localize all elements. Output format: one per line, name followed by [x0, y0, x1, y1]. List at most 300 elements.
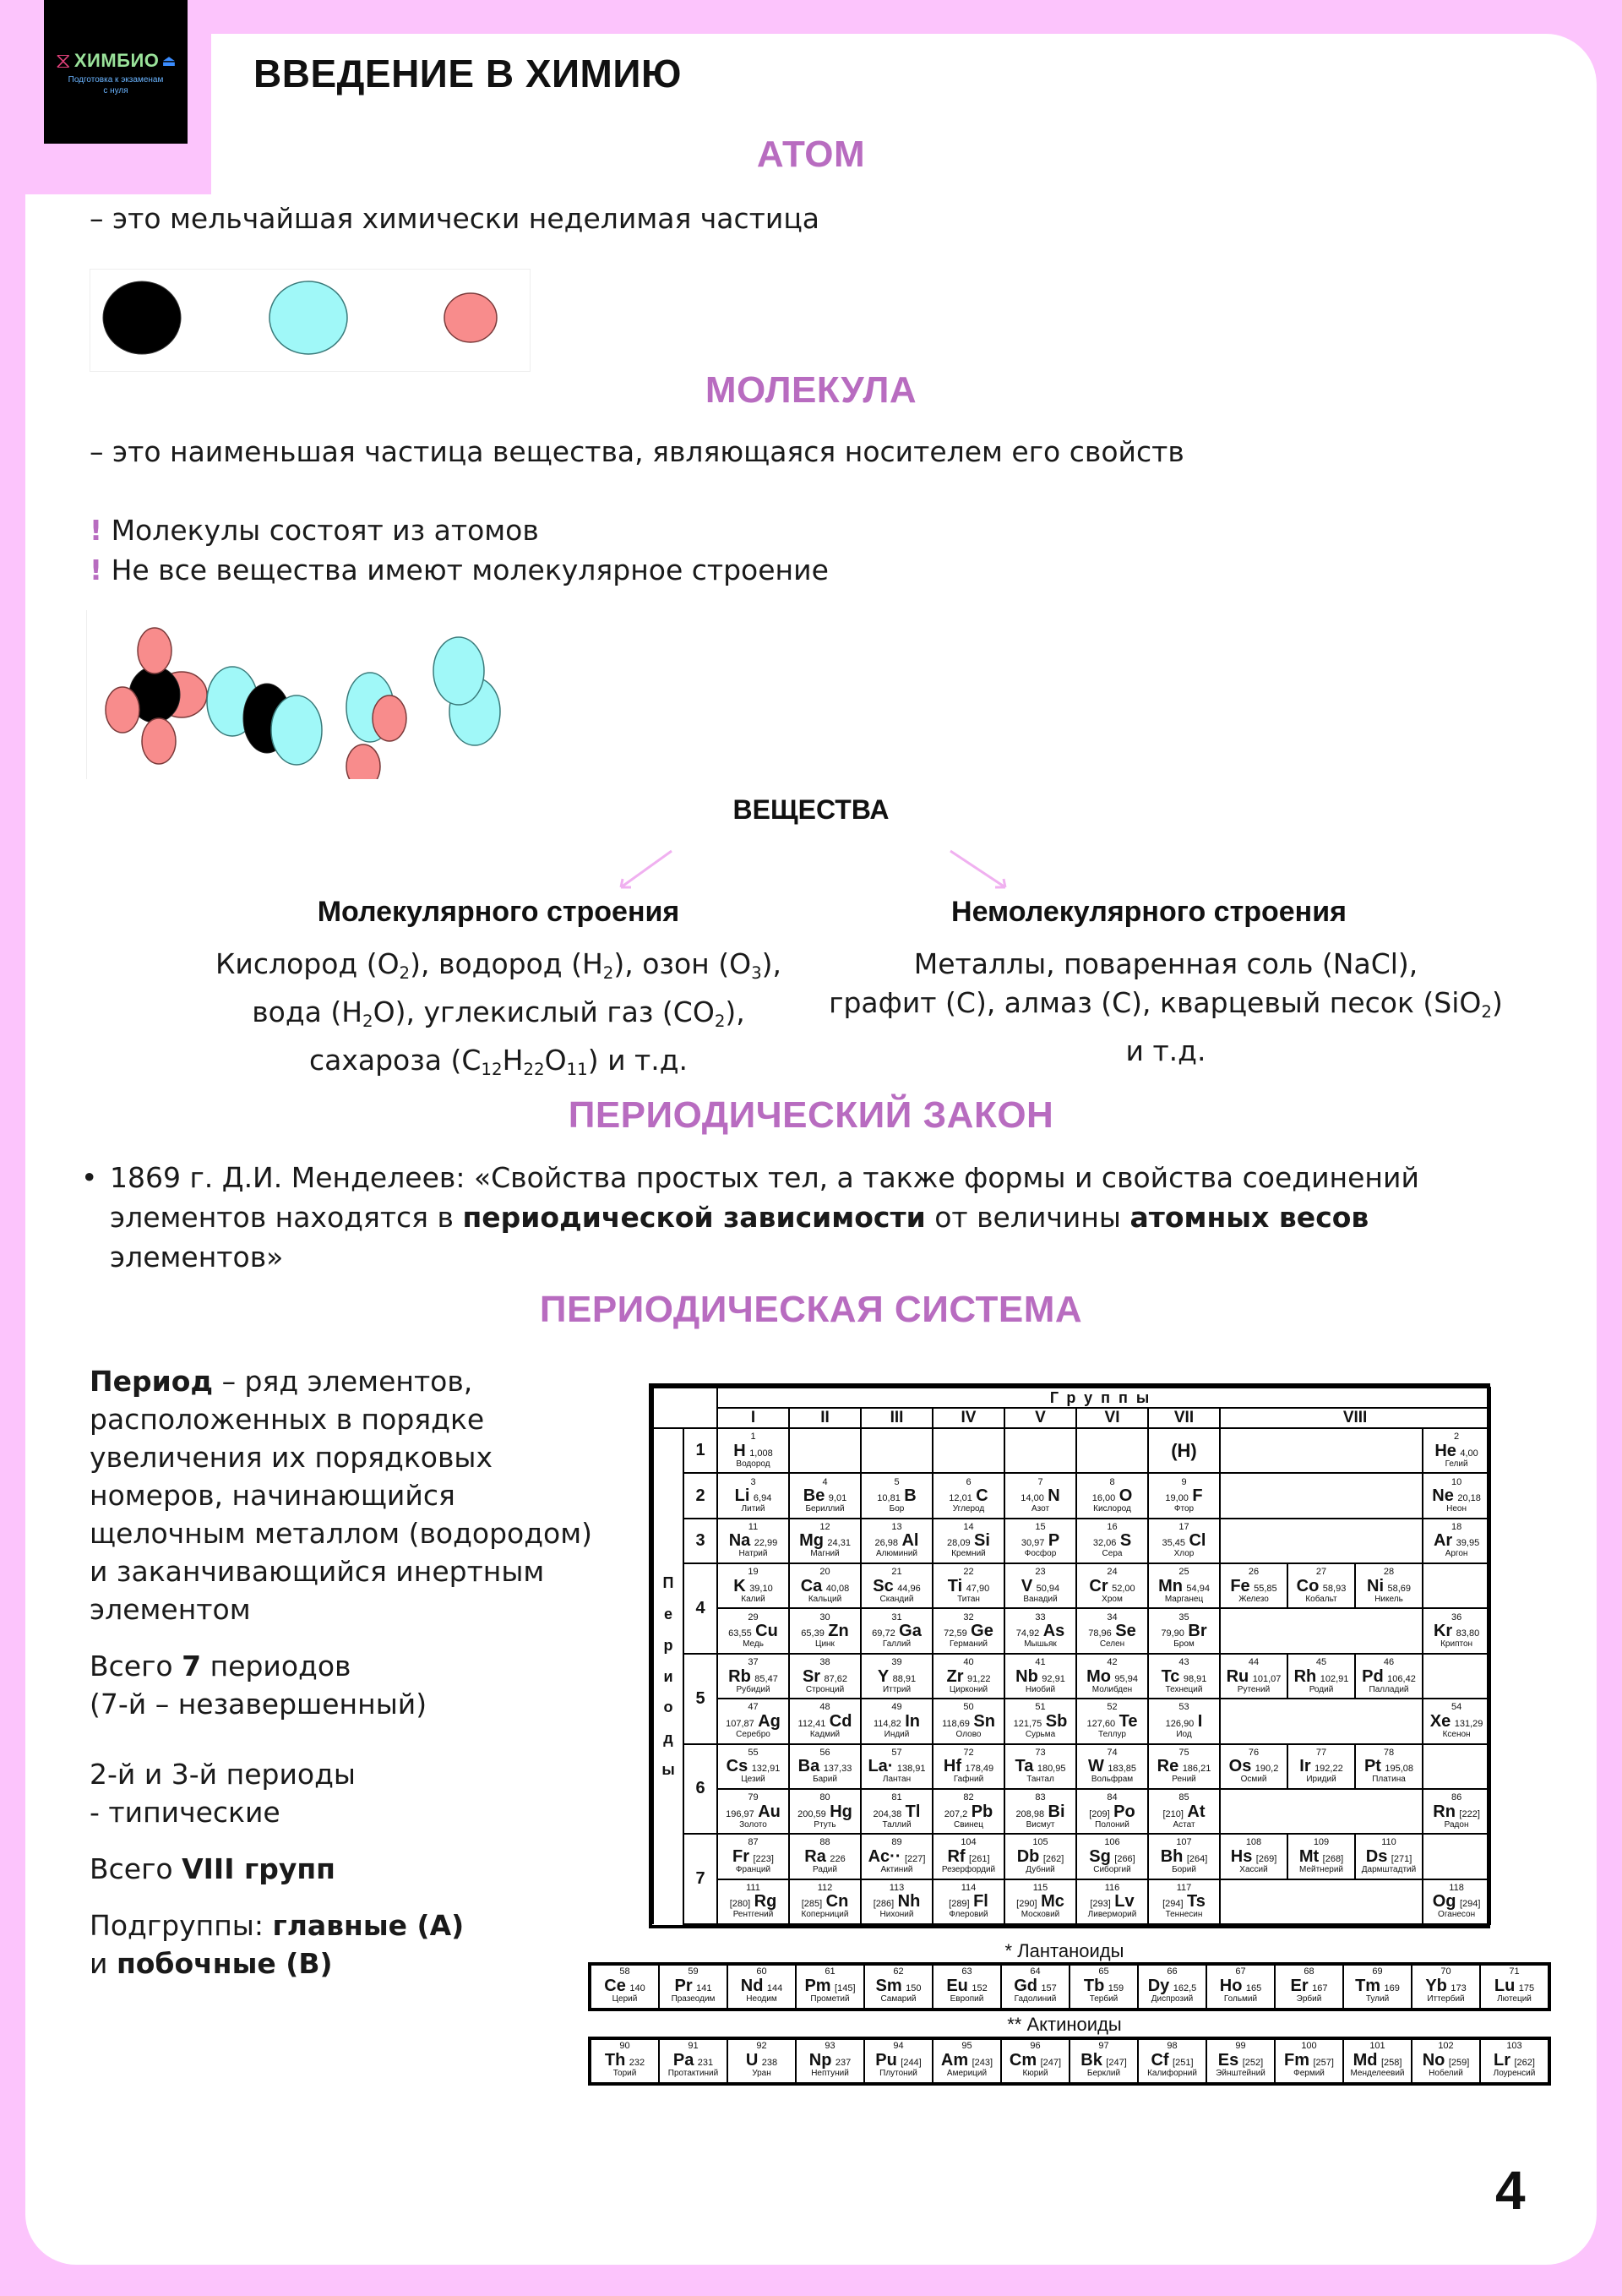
atomic-mass: 204,38 — [873, 1808, 902, 1819]
molecules-svg — [87, 610, 704, 779]
atomic-mass: 63,55 — [728, 1628, 752, 1639]
oxygen-molecule — [433, 637, 500, 745]
element-N — [1004, 1473, 1076, 1518]
molecule-note-1 — [90, 511, 539, 550]
element-F — [1148, 1473, 1220, 1518]
element-symbol: Ag — [758, 1711, 781, 1731]
atom-title: АТОМ — [756, 134, 866, 175]
element-symbol: Lr — [1494, 2050, 1511, 2070]
element-Bh — [1148, 1834, 1220, 1879]
lanthanoid-element — [1481, 1966, 1548, 2008]
atomic-mass: 102,91 — [1320, 1673, 1349, 1684]
element-symbol-line — [1005, 1622, 1075, 1640]
element-Cr — [1076, 1563, 1148, 1608]
element-symbol-line — [1423, 1713, 1489, 1731]
group-number: II — [789, 1408, 861, 1428]
element-name: Радон — [1444, 1819, 1469, 1830]
element-symbol: Md — [1353, 2050, 1378, 2070]
element-name: Фермий — [1293, 2068, 1325, 2078]
atomic-number: 91 — [688, 2041, 699, 2051]
atomic-mass: 107,87 — [726, 1718, 754, 1729]
atomic-number: 71 — [1509, 1966, 1520, 1977]
atomic-mass: [222] — [1459, 1808, 1480, 1819]
element-name: Резерфордий — [941, 1864, 996, 1874]
element-name: Ксенон — [1442, 1729, 1471, 1739]
atomic-mass: 106,42 — [1387, 1673, 1416, 1684]
element-name: Коперниций — [801, 1910, 849, 1920]
atomic-mass: 195,08 — [1385, 1764, 1414, 1775]
element-symbol-line — [718, 1848, 788, 1866]
element-symbol: Zn — [828, 1622, 849, 1641]
element-symbol: Sm — [875, 1976, 902, 1995]
atomic-mass: [209] — [1089, 1808, 1110, 1819]
atomic-mass: [268] — [1322, 1853, 1344, 1864]
periodic-table-grid — [652, 1387, 1491, 1925]
element-Rf — [933, 1834, 1004, 1879]
element-Db — [1004, 1834, 1076, 1879]
element-symbol: Mo — [1086, 1666, 1111, 1686]
atomic-mass: 137,33 — [823, 1764, 852, 1775]
table-row — [653, 1879, 1490, 1924]
atomic-number: 21 — [891, 1567, 902, 1578]
element-symbol: Es — [1217, 2050, 1239, 2070]
atomic-number: 35 — [1178, 1612, 1189, 1622]
atomic-mass: 91,22 — [966, 1673, 991, 1684]
element-symbol-line — [933, 2052, 1000, 2070]
hydrogen-atom — [142, 718, 176, 764]
atomic-number: 67 — [1235, 1966, 1246, 1977]
element-Li — [717, 1473, 789, 1518]
element-symbol-line — [1423, 1532, 1489, 1550]
element-symbol: Ru — [1226, 1666, 1249, 1686]
element-symbol: Lu — [1494, 1976, 1516, 1995]
element-symbol-line — [1005, 1668, 1075, 1686]
element-Se — [1076, 1608, 1148, 1653]
atomic-number: 75 — [1178, 1747, 1189, 1758]
atomic-mass: 101,07 — [1252, 1673, 1282, 1684]
atomic-mass: 95,94 — [1114, 1673, 1138, 1684]
atomic-number: 77 — [1315, 1747, 1327, 1758]
atomic-mass: 173 — [1451, 1982, 1467, 1993]
element-symbol: Rn — [1433, 1802, 1456, 1821]
atomic-mass: [257] — [1313, 2057, 1334, 2068]
element-symbol-line — [1288, 1848, 1354, 1866]
atomic-number: 43 — [1178, 1656, 1189, 1667]
corner-cell — [653, 1388, 717, 1428]
molecular-examples — [169, 945, 828, 1089]
atomic-number: 56 — [819, 1747, 830, 1758]
element-Si — [933, 1519, 1004, 1563]
element-Y — [861, 1654, 933, 1699]
element-symbol-line — [933, 1668, 1004, 1686]
element-symbol: Pu — [875, 2050, 897, 2070]
element-Mg — [789, 1519, 861, 1563]
group-number: VII — [1148, 1408, 1220, 1428]
element-Ag — [717, 1699, 789, 1743]
element-symbol: Ac·· — [868, 1846, 901, 1866]
element-name: Свинец — [954, 1819, 983, 1830]
actinoid-element — [797, 2040, 865, 2082]
table-row — [653, 1834, 1490, 1879]
period-number: 3 — [683, 1519, 717, 1563]
element-He — [1423, 1428, 1490, 1473]
element-symbol-line — [790, 1622, 860, 1640]
element-Cs — [717, 1744, 789, 1789]
element-symbol: Br — [1188, 1622, 1207, 1641]
atomic-mass: [252] — [1242, 2057, 1264, 2068]
atomic-number: 103 — [1506, 2041, 1522, 2051]
element-symbol: As — [1042, 1622, 1065, 1641]
element-Ar — [1423, 1519, 1490, 1563]
atomic-number: 98 — [1167, 2041, 1178, 2051]
element-symbol-line — [1077, 1803, 1147, 1821]
element-symbol-line — [933, 1487, 1004, 1505]
element-Zr — [933, 1654, 1004, 1699]
element-symbol-line — [1005, 1758, 1075, 1775]
atomic-mass: 141 — [696, 1982, 712, 1993]
element-Mo — [1076, 1654, 1148, 1699]
element-name: Медь — [743, 1639, 764, 1650]
atomic-mass: 208,98 — [1015, 1808, 1045, 1819]
atomic-number: 28 — [1383, 1567, 1395, 1578]
molecules-illustration — [86, 610, 704, 779]
element-name: Америций — [946, 2068, 988, 2078]
element-Rb — [717, 1654, 789, 1699]
atomic-number: 52 — [1107, 1702, 1118, 1713]
element-symbol: In — [905, 1711, 921, 1731]
element-symbol-line — [1002, 2052, 1069, 2070]
element-symbol: Au — [758, 1802, 781, 1821]
empty-cell — [1423, 1654, 1490, 1699]
element-Ta — [1004, 1744, 1076, 1789]
atomic-mass: [294] — [1459, 1899, 1481, 1910]
atomic-mass: 52,00 — [1112, 1583, 1135, 1594]
element-name: Осмий — [1240, 1775, 1267, 1785]
element-name: Мейтнерий — [1299, 1864, 1343, 1874]
element-Ni — [1355, 1563, 1423, 1608]
hydrogen-atom — [444, 293, 497, 342]
element-name: Лоуренсий — [1493, 2068, 1536, 2078]
atomic-mass: 159 — [1108, 1982, 1124, 1993]
table-row — [653, 1654, 1490, 1699]
atomic-mass: 175 — [1518, 1982, 1535, 1993]
element-symbol-line — [1077, 1487, 1147, 1505]
atomic-number: 97 — [1098, 2041, 1109, 2051]
element-Ac — [861, 1834, 933, 1879]
element-symbol-line — [933, 1893, 1004, 1911]
atomic-mass: 226 — [830, 1853, 846, 1864]
element-symbol-line — [1276, 2052, 1342, 2070]
element-symbol: S — [1119, 1531, 1132, 1551]
atomic-mass: 238 — [761, 2057, 778, 2068]
element-symbol: Y — [877, 1666, 890, 1686]
hydrogen-atom — [138, 628, 171, 674]
system-title: ПЕРИОДИЧЕСКАЯ СИСТЕМА — [539, 1289, 1083, 1330]
element-symbol: Ne — [1432, 1486, 1454, 1506]
element-name: Сиборгий — [1093, 1864, 1131, 1874]
atomic-mass: 237 — [835, 2057, 852, 2068]
element-name: Протактиний — [667, 2068, 719, 2078]
atomic-mass: 22,99 — [754, 1538, 778, 1549]
element-name: Полоний — [1095, 1819, 1129, 1830]
element-symbol-line — [718, 1758, 788, 1775]
element-name: Натрий — [738, 1549, 768, 1559]
element-symbol-line — [790, 1578, 860, 1595]
element-name: Азот — [1031, 1504, 1050, 1514]
atomic-number: 26 — [1248, 1567, 1260, 1578]
element-symbol-line — [933, 1622, 1004, 1640]
groups-label: Группы — [717, 1388, 1490, 1408]
lanthanoid-element — [865, 1966, 933, 2008]
element-symbol-line — [1005, 1893, 1075, 1911]
element-symbol-line — [1149, 1713, 1219, 1731]
atomic-mass: 40,08 — [825, 1583, 850, 1594]
element-symbol-line — [1149, 1487, 1219, 1505]
atomic-mass: [261] — [969, 1853, 990, 1864]
bullet-icon: • — [81, 1161, 98, 1194]
element-symbol: Fr — [732, 1846, 750, 1866]
element-symbol: Zr — [946, 1666, 964, 1686]
atomic-number: 30 — [819, 1612, 830, 1622]
atomic-number: 53 — [1178, 1702, 1189, 1713]
group-number: VI — [1076, 1408, 1148, 1428]
atomic-mass: 87,62 — [824, 1673, 848, 1684]
element-symbol: Bk — [1080, 2050, 1102, 2070]
empty-cell — [933, 1428, 1004, 1473]
actinoid-element — [1412, 2040, 1481, 2082]
element-symbol-line — [1356, 1668, 1422, 1686]
element-name: Эйнштейний — [1216, 2068, 1265, 2078]
element-symbol-line — [1149, 1532, 1219, 1550]
atomic-mass: [262] — [1514, 2057, 1535, 2068]
law-text-2: от величины — [925, 1201, 1130, 1234]
atomic-number: 65 — [1098, 1966, 1109, 1977]
element-symbol: O — [1119, 1486, 1133, 1506]
element-name: Тулий — [1365, 1993, 1390, 2004]
element-name: Уран — [752, 2068, 771, 2078]
element-name: Иттербий — [1427, 1993, 1465, 2004]
element-Hf — [933, 1744, 1004, 1789]
element-Fl — [933, 1879, 1004, 1924]
atomic-mass: 35,45 — [1162, 1538, 1186, 1549]
atomic-mass: [264] — [1186, 1853, 1208, 1864]
element-symbol: Cu — [755, 1622, 778, 1641]
element-symbol: Re — [1157, 1757, 1179, 1776]
element-Ts — [1148, 1879, 1220, 1924]
group-number: IV — [933, 1408, 1004, 1428]
group-number: V — [1004, 1408, 1076, 1428]
element-symbol-line — [862, 1487, 932, 1505]
element-symbol-line — [862, 1758, 932, 1775]
atomic-number: 96 — [1030, 2041, 1041, 2051]
element-symbol-line — [1356, 1758, 1422, 1775]
element-symbol-line — [1207, 2052, 1274, 2070]
element-symbol-line — [862, 1713, 932, 1731]
atomic-mass: 83,80 — [1456, 1628, 1480, 1639]
atomic-number: 33 — [1035, 1612, 1046, 1622]
atomic-mass: 112,41 — [797, 1718, 826, 1729]
system-notes — [90, 1362, 613, 2001]
exclamation-icon: ! — [90, 514, 103, 547]
oxygen-atom — [271, 695, 322, 765]
lanthanoid-element — [1207, 1966, 1276, 2008]
element-symbol: Rf — [947, 1846, 966, 1866]
atomic-number: 92 — [756, 2041, 767, 2051]
atomic-mass: 131,29 — [1454, 1718, 1483, 1729]
subgroups-side: побочные (В) — [116, 1947, 333, 1980]
actinoid-element — [1276, 2040, 1344, 2082]
element-symbol: Am — [940, 2050, 969, 2070]
table-row — [653, 1428, 1490, 1473]
atomic-number: 5 — [894, 1476, 900, 1487]
atomic-number: 82 — [963, 1792, 974, 1803]
element-symbol: Cm — [1009, 2050, 1037, 2070]
element-symbol: Pd — [1362, 1666, 1384, 1686]
element-name: Водород — [736, 1459, 770, 1469]
actinoid-element — [1139, 2040, 1207, 2082]
period-number: 1 — [683, 1428, 717, 1473]
element-symbol-line — [933, 1977, 1000, 1995]
atomic-number: 32 — [963, 1612, 974, 1622]
element-symbol-line — [1005, 1803, 1075, 1821]
atomic-mass: [223] — [753, 1853, 774, 1864]
element-name: Иттрий — [882, 1684, 912, 1694]
element-symbol-line — [1412, 1977, 1479, 1995]
arrows — [591, 841, 1031, 892]
element-symbol-line — [1077, 1848, 1147, 1866]
element-symbol: Fe — [1230, 1576, 1250, 1595]
atomic-mass: [259] — [1448, 2057, 1470, 2068]
element-symbol-line — [1149, 1848, 1219, 1866]
element-symbol: No — [1422, 2050, 1445, 2070]
atomic-mass: 200,59 — [797, 1808, 826, 1819]
typical-periods — [90, 1755, 613, 1831]
element-symbol-line — [790, 1848, 860, 1866]
element-symbol: Mn — [1158, 1576, 1183, 1595]
element-symbol: Cd — [829, 1711, 852, 1731]
atomic-mass: 39,10 — [749, 1583, 773, 1594]
nonmolecular-examples — [794, 945, 1538, 1071]
element-symbol-line — [718, 1713, 788, 1731]
element-symbol: Yb — [1425, 1976, 1447, 1995]
element-symbol: Dy — [1147, 1976, 1170, 1995]
atomic-number: 12 — [819, 1521, 830, 1532]
law-text-3: элементов» — [110, 1241, 284, 1273]
element-symbol: Bh — [1160, 1846, 1184, 1866]
element-name: Палладий — [1369, 1684, 1409, 1694]
atomic-number: 39 — [891, 1656, 902, 1667]
period-number: 6 — [683, 1744, 717, 1835]
atomic-mass: 178,49 — [965, 1764, 994, 1775]
element-symbol-line — [933, 1578, 1004, 1595]
page-number: 4 — [1495, 2160, 1526, 2221]
element-symbol-line — [660, 1977, 727, 1995]
element-symbol: Ni — [1367, 1576, 1384, 1595]
element-name: Церий — [612, 1993, 638, 2004]
atomic-number: 117 — [1176, 1882, 1192, 1893]
atomic-number: 100 — [1301, 2041, 1317, 2051]
element-W — [1076, 1744, 1148, 1789]
element-name: Гафний — [953, 1775, 984, 1785]
element-Ca — [789, 1563, 861, 1608]
element-name: Марганец — [1164, 1594, 1204, 1604]
atomic-number: 7 — [1037, 1476, 1043, 1487]
element-Sc — [861, 1563, 933, 1608]
element-symbol: Ho — [1219, 1976, 1243, 1995]
atomic-mass: 1,008 — [749, 1448, 773, 1459]
element-symbol-line — [862, 1893, 932, 1911]
element-symbol-line — [862, 1532, 932, 1550]
atomic-mass: [247] — [1040, 2057, 1062, 2068]
empty-cell — [1220, 1608, 1423, 1653]
lanthanoid-element — [1276, 1966, 1344, 2008]
text: Всего — [90, 1852, 182, 1885]
text: 2-й и 3-й периоды — [90, 1758, 356, 1791]
element-symbol-line — [1077, 1622, 1147, 1640]
periods-label — [653, 1428, 683, 1924]
element-symbol-line — [865, 1977, 932, 1995]
atomic-mass: 58,69 — [1387, 1583, 1411, 1594]
element-symbol: Th — [604, 2050, 626, 2070]
element-name: Лантан — [882, 1775, 912, 1785]
element-Rh — [1287, 1654, 1355, 1699]
atomic-mass: 10,81 — [877, 1493, 901, 1504]
element-symbol: Mg — [799, 1531, 824, 1551]
element-name: Железо — [1238, 1594, 1269, 1604]
element-Hg — [789, 1789, 861, 1834]
element-Br — [1148, 1608, 1220, 1653]
element-name: Германий — [950, 1639, 988, 1650]
atomic-number: 86 — [1451, 1792, 1462, 1803]
element-symbol: W — [1088, 1757, 1104, 1776]
element-symbol-line — [591, 1977, 658, 1995]
element-symbol-line — [1423, 1487, 1489, 1505]
element-symbol: Db — [1016, 1846, 1040, 1866]
element-name: Рутений — [1237, 1684, 1271, 1694]
element-B — [861, 1473, 933, 1518]
atomic-number: 47 — [748, 1702, 759, 1713]
element-symbol: Ge — [971, 1622, 993, 1641]
atomic-number: 106 — [1104, 1837, 1120, 1848]
atomic-mass: 190,2 — [1255, 1764, 1279, 1775]
element-symbol-line — [790, 1758, 860, 1775]
element-symbol-line — [1356, 1848, 1422, 1866]
element-symbol-line — [718, 1578, 788, 1595]
element-symbol-line — [1344, 1977, 1411, 1995]
actinoid-element — [591, 2040, 660, 2082]
logo-tagline-2: с нуля — [103, 85, 128, 95]
element-symbol-line — [1149, 1668, 1219, 1686]
atomic-mass: [243] — [972, 2057, 993, 2068]
atomic-number: 22 — [963, 1567, 974, 1578]
element-In — [861, 1699, 933, 1743]
table-row — [653, 1744, 1490, 1789]
atomic-mass: 92,91 — [1042, 1673, 1065, 1684]
table-row — [653, 1519, 1490, 1563]
atomic-mass: 132,91 — [751, 1764, 781, 1775]
element-name: Технеций — [1165, 1684, 1203, 1694]
element-Na — [717, 1519, 789, 1563]
groups-count: VIII групп — [182, 1852, 335, 1885]
atomic-mass: 44,96 — [897, 1583, 921, 1594]
co2-molecule — [207, 667, 322, 765]
element-name: Ртуть — [814, 1819, 836, 1830]
atomic-number: 80 — [819, 1792, 830, 1803]
element-symbol-line — [1005, 1487, 1075, 1505]
lanthanoid-element — [660, 1966, 728, 2008]
element-Fr — [717, 1834, 789, 1879]
element-symbol-line — [1207, 1977, 1274, 1995]
